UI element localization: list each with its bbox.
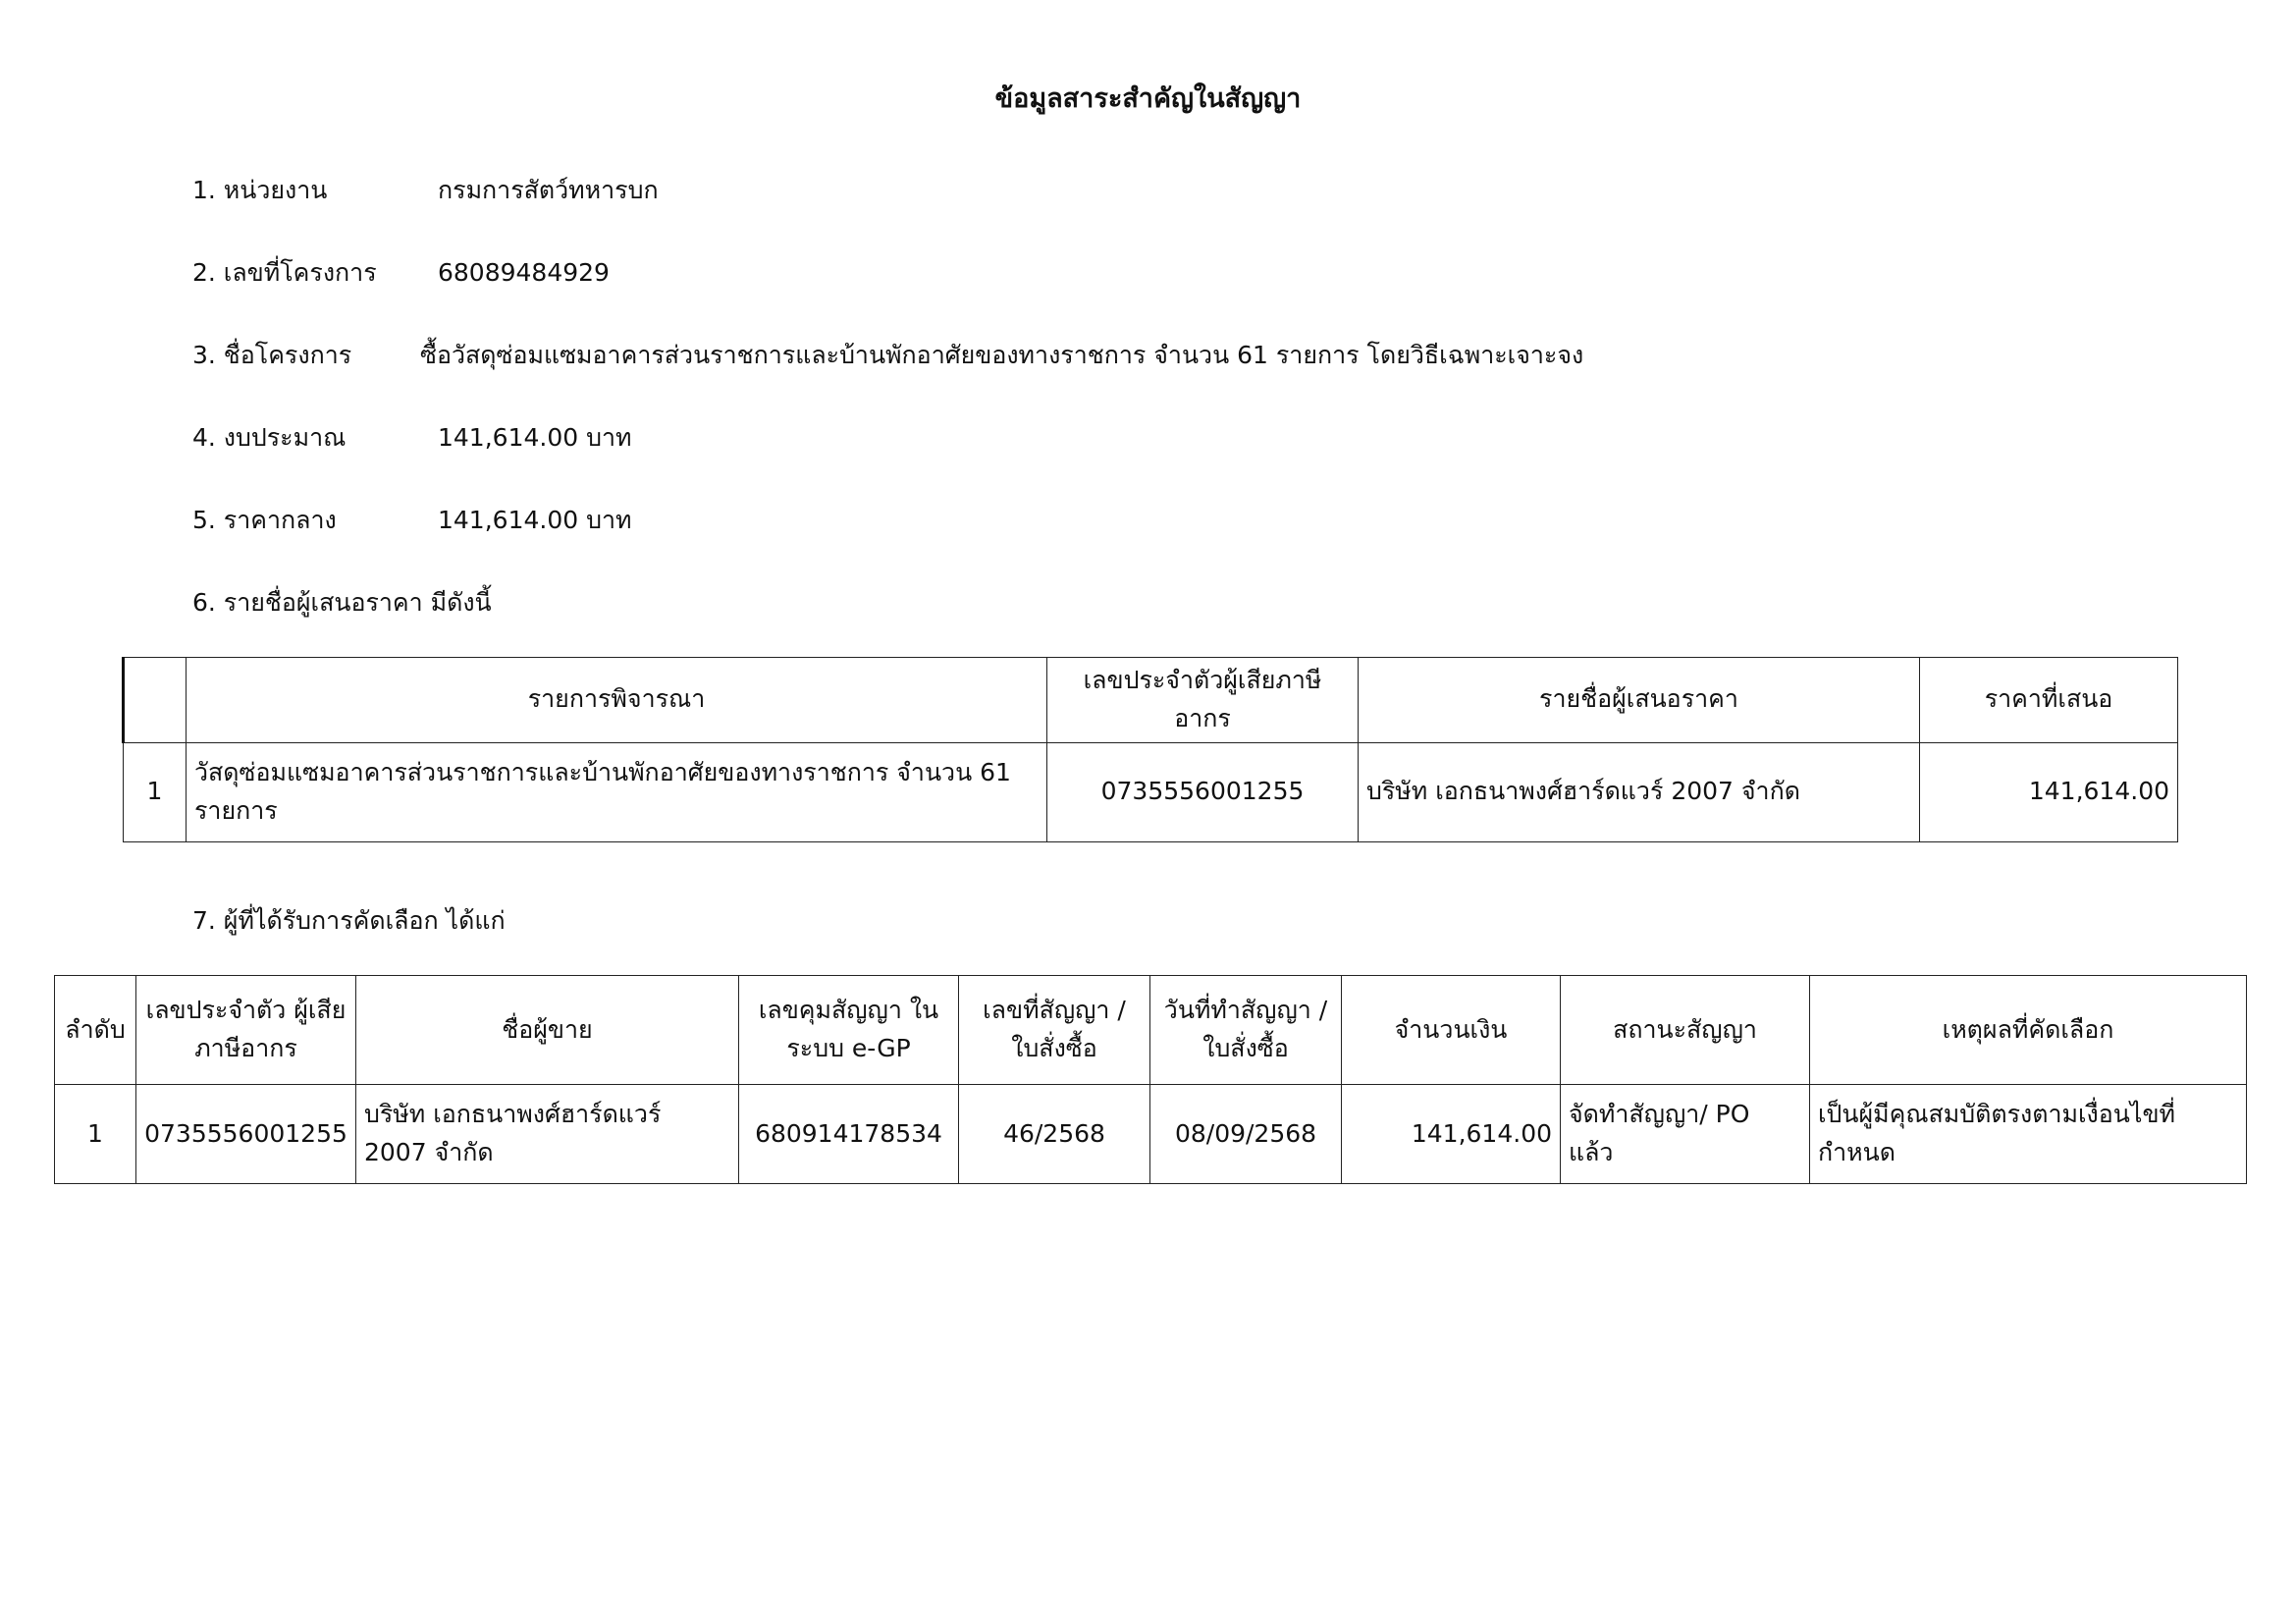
bidders-header-no bbox=[124, 658, 187, 743]
bidders-cell-item: วัสดุซ่อมแซมอาคารส่วนราชการและบ้านพักอาศัยของทางราชการ จำนวน 61 รายการ bbox=[187, 742, 1047, 841]
field-project-number-value: 68089484929 bbox=[438, 258, 610, 287]
winners-cell-contract-no: 46/2568 bbox=[959, 1085, 1150, 1184]
bidders-cell-no: 1 bbox=[124, 742, 187, 841]
winners-cell-status: จัดทำสัญญา/ PO แล้ว bbox=[1561, 1085, 1810, 1184]
winners-header-reason: เหตุผลที่คัดเลือก bbox=[1810, 976, 2247, 1085]
winners-header-egp-no: เลขคุมสัญญา ในระบบ e-GP bbox=[739, 976, 959, 1085]
winners-header-row bbox=[55, 976, 2247, 1085]
bidders-header-item: รายการพิจารณา bbox=[187, 658, 1047, 743]
bidders-header-tax-id: เลขประจำตัวผู้เสียภาษีอากร bbox=[1047, 658, 1359, 743]
winners-cell-contract-date: 08/09/2568 bbox=[1150, 1085, 1342, 1184]
field-project-number bbox=[192, 253, 610, 293]
bidders-cell-bidder: บริษัท เอกธนาพงศ์ฮาร์ดแวร์ 2007 จำกัด bbox=[1359, 742, 1920, 841]
field-median-price-label: 5. ราคากลาง bbox=[192, 506, 337, 534]
field-budget bbox=[192, 418, 631, 458]
field-agency-value: กรมการสัตว์ทหารบก bbox=[438, 176, 659, 204]
field-budget-label: 4. งบประมาณ bbox=[192, 423, 347, 452]
winners-header-contract-date: วันที่ทำสัญญา / ใบสั่งซื้อ bbox=[1150, 976, 1342, 1085]
winners-header-status: สถานะสัญญา bbox=[1561, 976, 1810, 1085]
winners-header-tax-id: เลขประจำตัว ผู้เสียภาษีอากร bbox=[136, 976, 356, 1085]
field-agency bbox=[192, 171, 659, 210]
bidders-table bbox=[122, 657, 2178, 842]
field-project-name bbox=[192, 336, 1583, 375]
field-median-price bbox=[192, 501, 631, 540]
table-row bbox=[124, 742, 2178, 841]
winners-cell-tax-id: 0735556001255 bbox=[136, 1085, 356, 1184]
winners-cell-egp-no: 680914178534 bbox=[739, 1085, 959, 1184]
winners-cell-amount: 141,614.00 bbox=[1342, 1085, 1561, 1184]
bidders-header-row bbox=[124, 658, 2178, 743]
bidders-header-bidder: รายชื่อผู้เสนอราคา bbox=[1359, 658, 1920, 743]
winners-cell-no: 1 bbox=[55, 1085, 136, 1184]
field-agency-label: 1. หน่วยงาน bbox=[192, 176, 328, 204]
winners-table bbox=[54, 975, 2247, 1184]
winners-cell-reason: เป็นผู้มีคุณสมบัติตรงตามเงื่อนไขที่กำหนด bbox=[1810, 1085, 2247, 1184]
field-project-number-label: 2. เลขที่โครงการ bbox=[192, 258, 377, 287]
winners-cell-seller: บริษัท เอกธนาพงศ์ฮาร์ดแวร์ 2007 จำกัด bbox=[356, 1085, 739, 1184]
document-title: ข้อมูลสาระสำคัญในสัญญา bbox=[994, 83, 1302, 114]
winners-header-amount: จำนวนเงิน bbox=[1342, 976, 1561, 1085]
table-row bbox=[55, 1085, 2247, 1184]
winners-header-contract-no: เลขที่สัญญา / ใบสั่งซื้อ bbox=[959, 976, 1150, 1085]
bidders-cell-price: 141,614.00 bbox=[1920, 742, 2178, 841]
field-median-price-value: 141,614.00 บาท bbox=[438, 506, 632, 534]
field-project-name-label: 3. ชื่อโครงการ bbox=[192, 341, 352, 369]
bidders-cell-tax-id: 0735556001255 bbox=[1047, 742, 1359, 841]
field-budget-value: 141,614.00 บาท bbox=[438, 423, 632, 452]
bidders-header-price: ราคาที่เสนอ bbox=[1920, 658, 2178, 743]
field-project-name-value: ซื้อวัสดุซ่อมแซมอาคารส่วนราชการและบ้านพักอาศัยของทางราชการ จำนวน 61 รายการ โดยวิธีเฉพาะเจาะจง bbox=[420, 341, 1584, 369]
winners-header-no: ลำดับ bbox=[55, 976, 136, 1085]
bidders-heading: 6. รายชื่อผู้เสนอราคา มีดังนี้ bbox=[192, 588, 492, 617]
winners-header-seller: ชื่อผู้ขาย bbox=[356, 976, 739, 1085]
winners-heading: 7. ผู้ที่ได้รับการคัดเลือก ได้แก่ bbox=[192, 906, 506, 935]
